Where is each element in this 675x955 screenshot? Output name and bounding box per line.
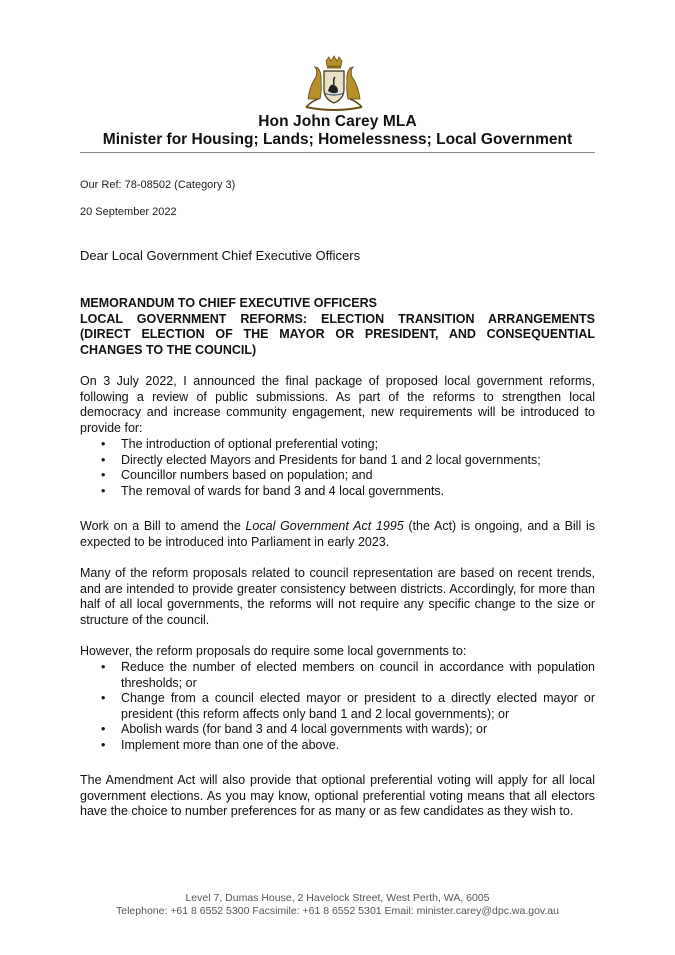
paragraph-1: On 3 July 2022, I announced the final package of proposed local government reforms, following a review of public submissions. As part of the reforms to strengthen local democracy and increase community engagement, new requirements will be introduced to provide for:: [80, 374, 595, 435]
bullet-icon: •: [101, 722, 106, 737]
paragraph-4: However, the reform proposals do require some local governments to:: [80, 644, 467, 658]
header-divider: [80, 152, 595, 153]
act-name: Local Government Act 1995: [245, 519, 404, 533]
list-item: • Reduce the number of elected members on council in accordance with population thresholds; or: [101, 660, 595, 690]
paragraph-2: Work on a Bill to amend the Local Government Act 1995 (the Act) is ongoing, and a Bill is expected to be introduced into Parliament in early 2023.: [80, 519, 595, 549]
list-item: • Abolish wards (for band 3 and 4 local governments with wards); or: [101, 722, 488, 737]
footer-contact: Telephone: +61 8 6552 5300 Facsimile: +61 8 6552 5301 Email: minister.carey@dpc.wa.gov.au: [116, 905, 559, 917]
bullet-icon: •: [101, 468, 106, 483]
requirement-list: [80, 660, 595, 754]
list-item: • The removal of wards for band 3 and 4 local governments.: [101, 483, 445, 498]
our-reference: Our Ref: 78-08502 (Category 3): [80, 179, 236, 191]
footer-address: Level 7, Dumas House, 2 Havelock Street, West Perth, WA, 6005: [185, 892, 490, 904]
bullet-icon: •: [101, 660, 106, 674]
list-item: • The introduction of optional preferential voting;: [101, 437, 379, 451]
minister-name: Hon John Carey MLA: [258, 113, 417, 130]
bullet-icon: •: [101, 437, 106, 451]
list-item: • Councillor numbers based on population; and: [101, 468, 373, 483]
minister-portfolio: Minister for Housing; Lands; Homelessness; Local Government: [102, 131, 573, 148]
wa-coat-of-arms-icon: [300, 55, 368, 113]
memo-subject: [80, 296, 595, 358]
letter-date: 20 September 2022: [80, 206, 177, 218]
reform-list: [80, 437, 595, 499]
list-item: • Implement more than one of the above.: [101, 737, 340, 752]
paragraph-3: Many of the reform proposals related to council representation are based on recent trends, and are intended to provide greater consistency between districts. Accordingly, for more than half of all local governments, the reforms will not require any specific change to the size or structure of the council.: [80, 566, 595, 627]
bullet-icon: •: [101, 737, 106, 752]
list-item: • Directly elected Mayors and Presidents for band 1 and 2 local governments;: [101, 452, 541, 467]
bullet-icon: •: [101, 483, 106, 498]
salutation: Dear Local Government Chief Executive Officers: [80, 248, 361, 263]
list-item: • Change from a council elected mayor or president to a directly elected mayor or president (this reform affects only band 1 and 2 local governments); or: [101, 691, 595, 721]
bullet-icon: •: [101, 691, 106, 706]
subject-line-1: MEMORANDUM TO CHIEF EXECUTIVE OFFICERS: [80, 296, 378, 310]
paragraph-5: The Amendment Act will also provide that optional preferential voting will apply for all local government elections. As you may know, optional preferential voting means that all electors have the choice to number preferences for as many or as few candidates as they wish to.: [80, 773, 595, 819]
bullet-icon: •: [101, 452, 106, 467]
subject-line-2: LOCAL GOVERNMENT REFORMS: ELECTION TRANSITION ARRANGEMENTS (DIRECT ELECTION OF THE MAYOR OR PRESIDENT, AND CONSEQUENTIAL CHANGES TO THE COUNCIL): [80, 311, 595, 357]
